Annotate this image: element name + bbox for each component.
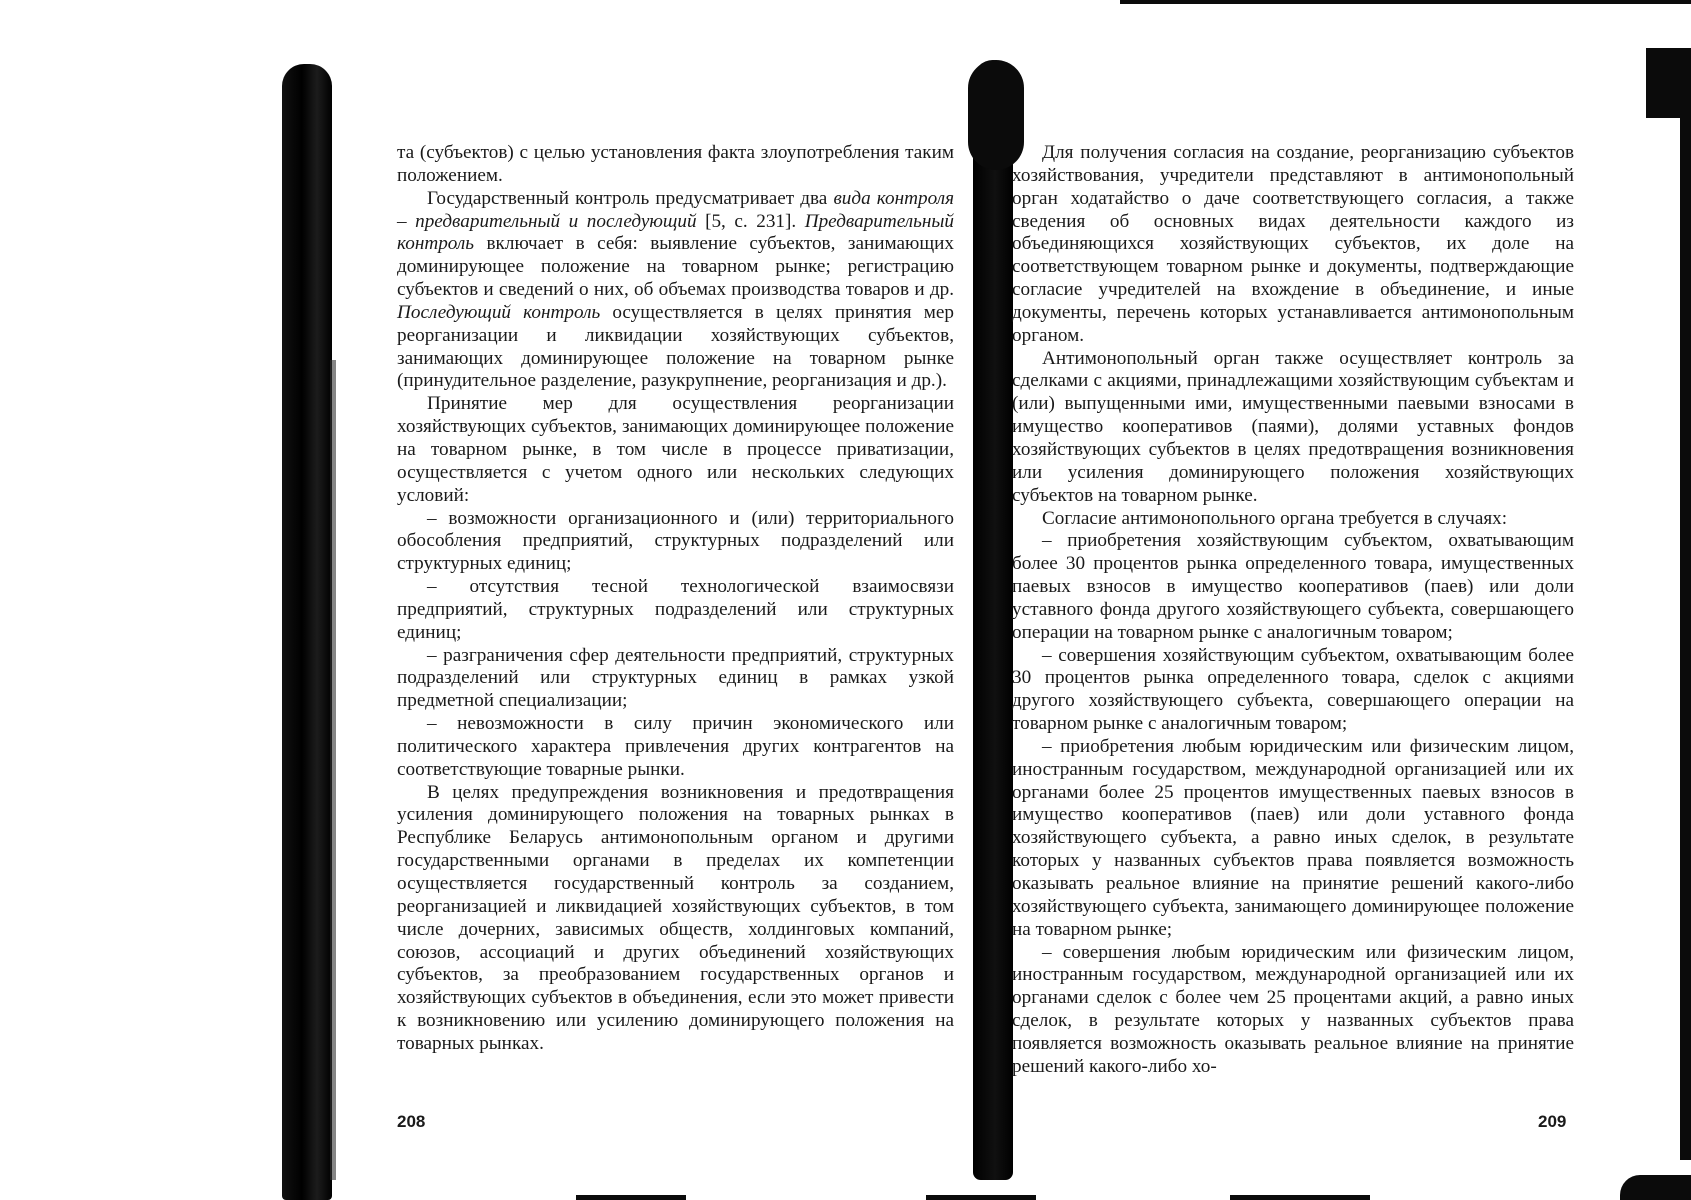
scan-edge-bottom [926,1195,1036,1200]
text-run: – совершения любым юридическим или физическим лицом, иностранным государством, международной организацией или их органами сделок с более чем 25 процентами акций, а равно иных сделок, в результате которых у названных субъектов права появляется возможность оказывать реальное влияние на принятие решений какого-либо хо- [1012,941,1574,1077]
paragraph [1012,508,1574,531]
text-run: – совершения хозяйствующим субъектом, охватывающим более 30 процентов рынка определенного товара, сделок с акциями другого хозяйствующего субъекта, совершающего операции на товарном рынке с аналогичным товаром; [1012,644,1574,735]
text-run: – невозможности в силу причин экономического или политического характера привлечения других контрагентов на соответствующие товарные рынки. [397,713,954,780]
text-run: осуществляется в целях принятия мер реорганизации и ликвидации хозяйствующих субъектов, занимающих доминирующее положение на товарном рынке (принудительное разделение, разукрупнение, реорганизация и др.). [397,301,954,392]
text-run: – приобретения хозяйствующим субъектом, охватывающим более 30 процентов рынка определенного товара, имущественных паевых взносов в имущество кооперативов (паев) или доли уставного фонда другого хозяйствующего субъекта, совершающего операции на товарном рынке с аналогичным товаром; [1012,530,1574,643]
text-run: Антимонопольный орган также осуществляет контроль за сделками с акциями, принадлежащими хозяйствующим субъектам и (или) выпущенными ими, имущественными паевыми взносами в имущество кооперативов (паями), долями уставных фондов хозяйствующих субъектов в целях предотвращения возникновения или усиления доминирующего положения хозяйствующих субъектов на товарном рынке. [1012,347,1574,506]
page-number: 208 [397,1112,426,1131]
list-item [1012,736,1574,942]
text-run: та (субъектов) с целью установления факта злоупотребления таким положением. [397,142,954,186]
list-item [397,508,954,577]
scan-shadow-gutter [973,60,1013,1180]
right-page-text [1012,142,1574,1079]
text-run: Государственный контроль предусматривает два [427,187,834,209]
list-item [1012,530,1574,644]
text-run: – приобретения любым юридическим или физическим лицом, иностранным государством, международной организацией или их органами более 25 процентов имущественных паевых взносов в имущество кооперативов (паев) или доли уставного фонда хозяйствующего субъекта, а равно иных сделок, в результате которых у названных субъектов права появляется возможность оказывать реальное влияние на принятие решений какого-либо хозяйствующего субъекта, занимающего доминирующее положение на товарном рынке; [1012,735,1574,940]
list-item [397,645,954,714]
scan-edge-bottom [576,1195,686,1200]
text-run: включает в себя: выявление субъектов, занимающих доминирующее положение на товарном рынке; регистрацию субъектов и сведений о них, об объемах производства товаров и др. [397,233,954,301]
text-run: – возможности организационного и (или) территориального обособления предприятий, структурных подразделений или структурных единиц; [397,507,954,575]
list-item [397,713,954,782]
list-item [1012,645,1574,736]
paragraph [397,393,954,507]
paragraph [1012,348,1574,508]
scan-edge-bottom [1230,1195,1370,1200]
text-run: – разграничения сфер деятельности предприятий, структурных подразделений или структурных единиц в рамках узкой предметной специализации; [397,644,954,712]
text-run: Принятие мер для осуществления реорганизации хозяйствующих субъектов, занимающих доминирующее положение на товарном рынке, в том числе в процессе приватизации, осуществляется с учетом одного или нескольких следующих условий: [397,393,954,506]
italic-term: Предварительный контроль [397,210,954,255]
paragraph [1012,142,1574,348]
text-run: – отсутствия тесной технологической взаимосвязи предприятий, структурных подразделений или структурных единиц; [397,576,954,643]
paragraph [397,782,954,1056]
list-item [1012,942,1574,1079]
text-run: В целях предупреждения возникновения и предотвращения усиления доминирующего положения на товарных рынках в Республике Беларусь антимонопольным органом и другими государственными органами в пределах их компетенции осуществляется государственный контроль за созданием, реорганизацией и ликвидацией хозяйствующих субъектов, в том числе дочерних, зависимых обществ, холдинговых компаний, союзов, ассоциаций и других объединений хозяйствующих субъектов, за преобразованием государственных органов и хозяйствующих субъектов в объединения, если это может привести к возникновению или усилению доминирующего положения на товарных рынках. [397,781,954,1054]
page-number: 209 [1538,1112,1567,1131]
scan-edge-top [1120,0,1691,4]
italic-term: Последующий контроль [397,301,601,323]
list-item [397,576,954,645]
scan-shadow-right-edge [1680,60,1691,1160]
scan-shadow-left-edge [330,360,336,1180]
paragraph [397,188,954,394]
text-run: Согласие антимонопольного органа требуется в случаях: [1042,507,1508,529]
paragraph [397,142,954,188]
italic-term: вида контроля – предварительный и последующий [397,187,955,232]
left-page-text [397,142,954,1056]
scan-shadow-left [282,64,332,1200]
text-run: Для получения согласия на создание, реорганизацию субъектов хозяйствования, учредители представляют в антимонопольный орган ходатайство о даче соответствующего согласия, а также сведения об основных видах деятельности каждого из объединяющихся хозяйствующих субъектов, их доле на соответствующем товарном рынке и документы, подтверждающие согласие учредителей на вхождение в объединение, и иные документы, перечень которых устанавливается антимонопольным органом. [1012,142,1574,346]
scan-shadow-corner [1620,1175,1691,1200]
text-run: [5, с. 231]. [696,210,805,232]
